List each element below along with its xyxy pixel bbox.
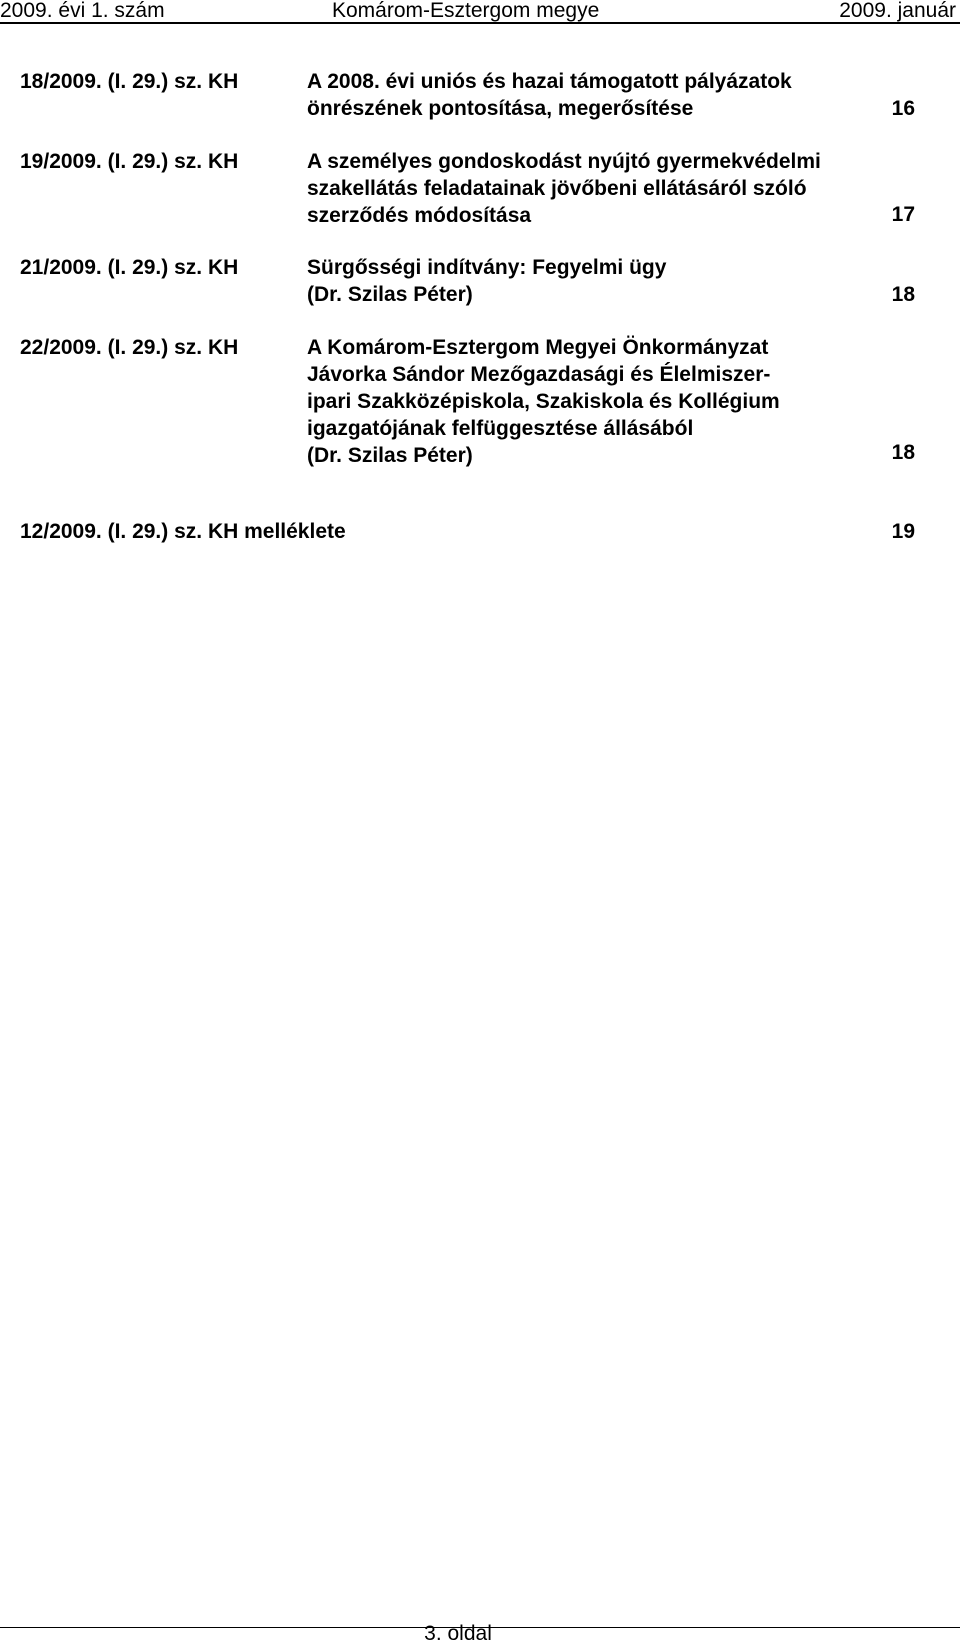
resolution-title: Sürgősségi indítvány: Fegyelmi ügy (Dr. Szilas Péter)	[307, 256, 667, 306]
page-number: 18	[891, 283, 915, 306]
resolution-title: A Komárom-Esztergom Megyei Önkormányzat Jávorka Sándor Mezőgazdasági és Élelmiszer- ipari Szakközépiskola, Szakiskola és Kollégium igazgatójának felfüggesztése állásából (Dr. Szilas Péter)	[307, 336, 780, 467]
page-number: 18	[891, 441, 915, 464]
resolution-ref: 19/2009. (I. 29.) sz. KH	[20, 150, 239, 173]
resolution-title: A 2008. évi uniós és hazai támogatott pályázatok önrészének pontosítása, megerősítése	[307, 70, 792, 120]
footer-page-label: 3. oldal	[424, 1622, 492, 1645]
resolution-ref: 18/2009. (I. 29.) sz. KH	[20, 70, 239, 93]
page-footer	[0, 1622, 960, 1646]
county-name: Komárom-Esztergom megye	[332, 0, 600, 22]
page-number: 19	[891, 520, 915, 543]
issue-date: 2009. január	[839, 0, 956, 22]
issue-number: 2009. évi 1. szám	[0, 0, 165, 22]
resolution-title: A személyes gondoskodást nyújtó gyermekvédelmi szakellátás feladatainak jövőbeni ellátásáról szóló szerződés módosítása	[307, 150, 821, 227]
resolution-ref: 21/2009. (I. 29.) sz. KH	[20, 256, 239, 279]
annex-label: 12/2009. (I. 29.) sz. KH melléklete	[20, 520, 346, 543]
page-number: 17	[891, 203, 915, 226]
page-header	[0, 0, 960, 24]
resolution-ref: 22/2009. (I. 29.) sz. KH	[20, 336, 239, 359]
page-number: 16	[891, 97, 915, 120]
